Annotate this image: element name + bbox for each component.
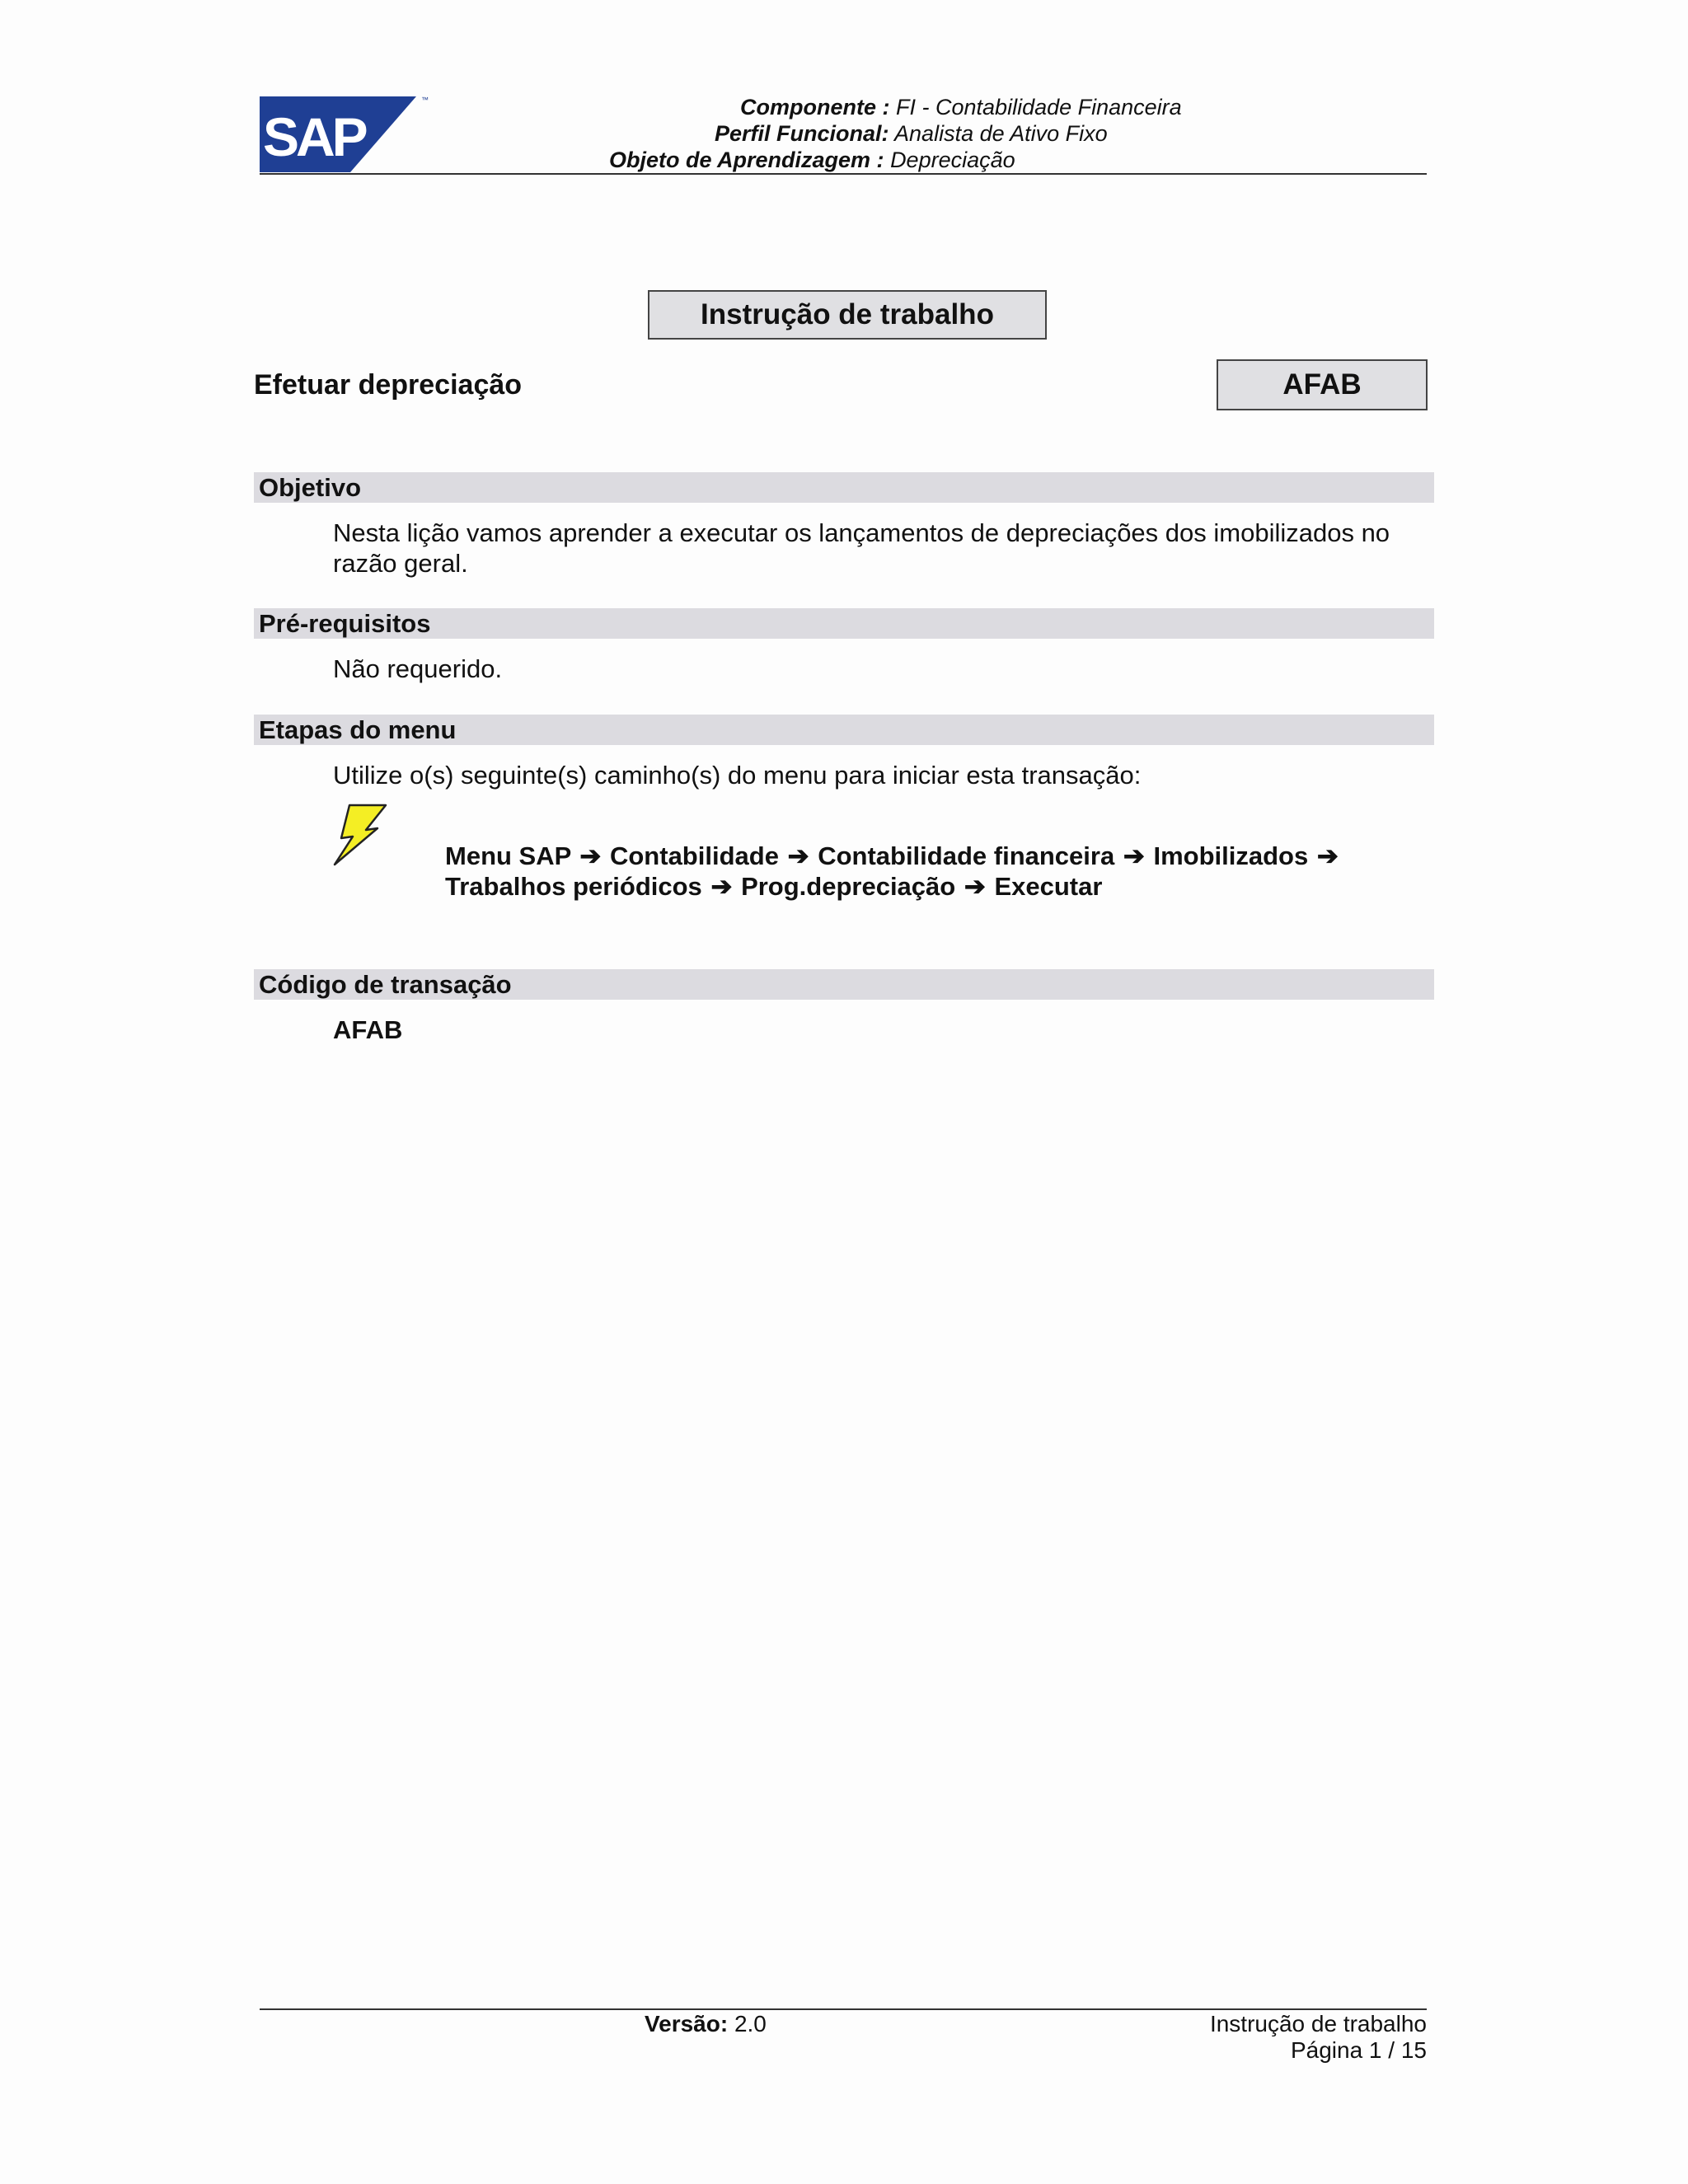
section-transaction-code-heading: Código de transação — [254, 969, 1434, 1000]
prerequisites-text: Não requerido. — [333, 654, 503, 683]
arrow-right-icon: ➔ — [579, 841, 602, 870]
doc-type-box: Instrução de trabalho — [648, 290, 1047, 340]
footer-doc-type: Instrução de trabalho — [1209, 2011, 1427, 2036]
menu-path-step: Imobilizados — [1153, 841, 1309, 870]
arrow-right-icon: ➔ — [787, 841, 809, 870]
objective-text-line2: razão geral. — [333, 549, 468, 578]
menu-path-step: Trabalhos periódicos — [445, 872, 702, 901]
header-component: Componente : FI - Contabilidade Financeira — [740, 95, 1182, 120]
svg-text:™: ™ — [421, 96, 429, 104]
arrow-right-icon: ➔ — [1316, 841, 1339, 870]
section-objective-heading: Objetivo — [254, 472, 1434, 503]
menu-path-step: Contabilidade — [609, 841, 779, 870]
footer-version: Versão: 2.0 — [645, 2011, 767, 2036]
svg-text:SAP: SAP — [263, 106, 365, 167]
header-profile: Perfil Funcional: Analista de Ativo Fixo — [715, 121, 1108, 146]
arrow-right-icon: ➔ — [964, 872, 986, 901]
footer-divider — [260, 2008, 1427, 2010]
arrow-right-icon: ➔ — [710, 872, 733, 901]
header-divider — [260, 173, 1427, 175]
menu-path-line2 — [445, 871, 1102, 902]
header-learning-object: Objeto de Aprendizagem : Depreciação — [609, 148, 1015, 172]
page-title: Efetuar depreciação — [254, 369, 523, 401]
menu-path-line1 — [445, 841, 1340, 871]
sap-logo — [260, 95, 433, 174]
arrow-right-icon: ➔ — [1123, 841, 1145, 870]
menu-steps-intro: Utilize o(s) seguinte(s) caminho(s) do menu para iniciar esta transação: — [333, 761, 1142, 790]
section-menu-steps-heading: Etapas do menu — [254, 715, 1434, 745]
section-prerequisites-heading: Pré-requisitos — [254, 608, 1434, 639]
footer-page-number: Página 1 / 15 — [1290, 2037, 1427, 2063]
menu-path-step: Menu SAP — [445, 841, 571, 870]
transaction-badge: AFAB — [1217, 359, 1428, 410]
transaction-code: AFAB — [333, 1015, 403, 1044]
menu-path-step: Prog.depreciação — [741, 872, 956, 901]
menu-path-step: Contabilidade financeira — [818, 841, 1115, 870]
lightning-bolt-icon — [331, 804, 387, 866]
objective-text-line1: Nesta lição vamos aprender a executar os lançamentos de depreciações dos imobilizados no — [333, 518, 1390, 547]
menu-path-step: Executar — [994, 872, 1103, 901]
